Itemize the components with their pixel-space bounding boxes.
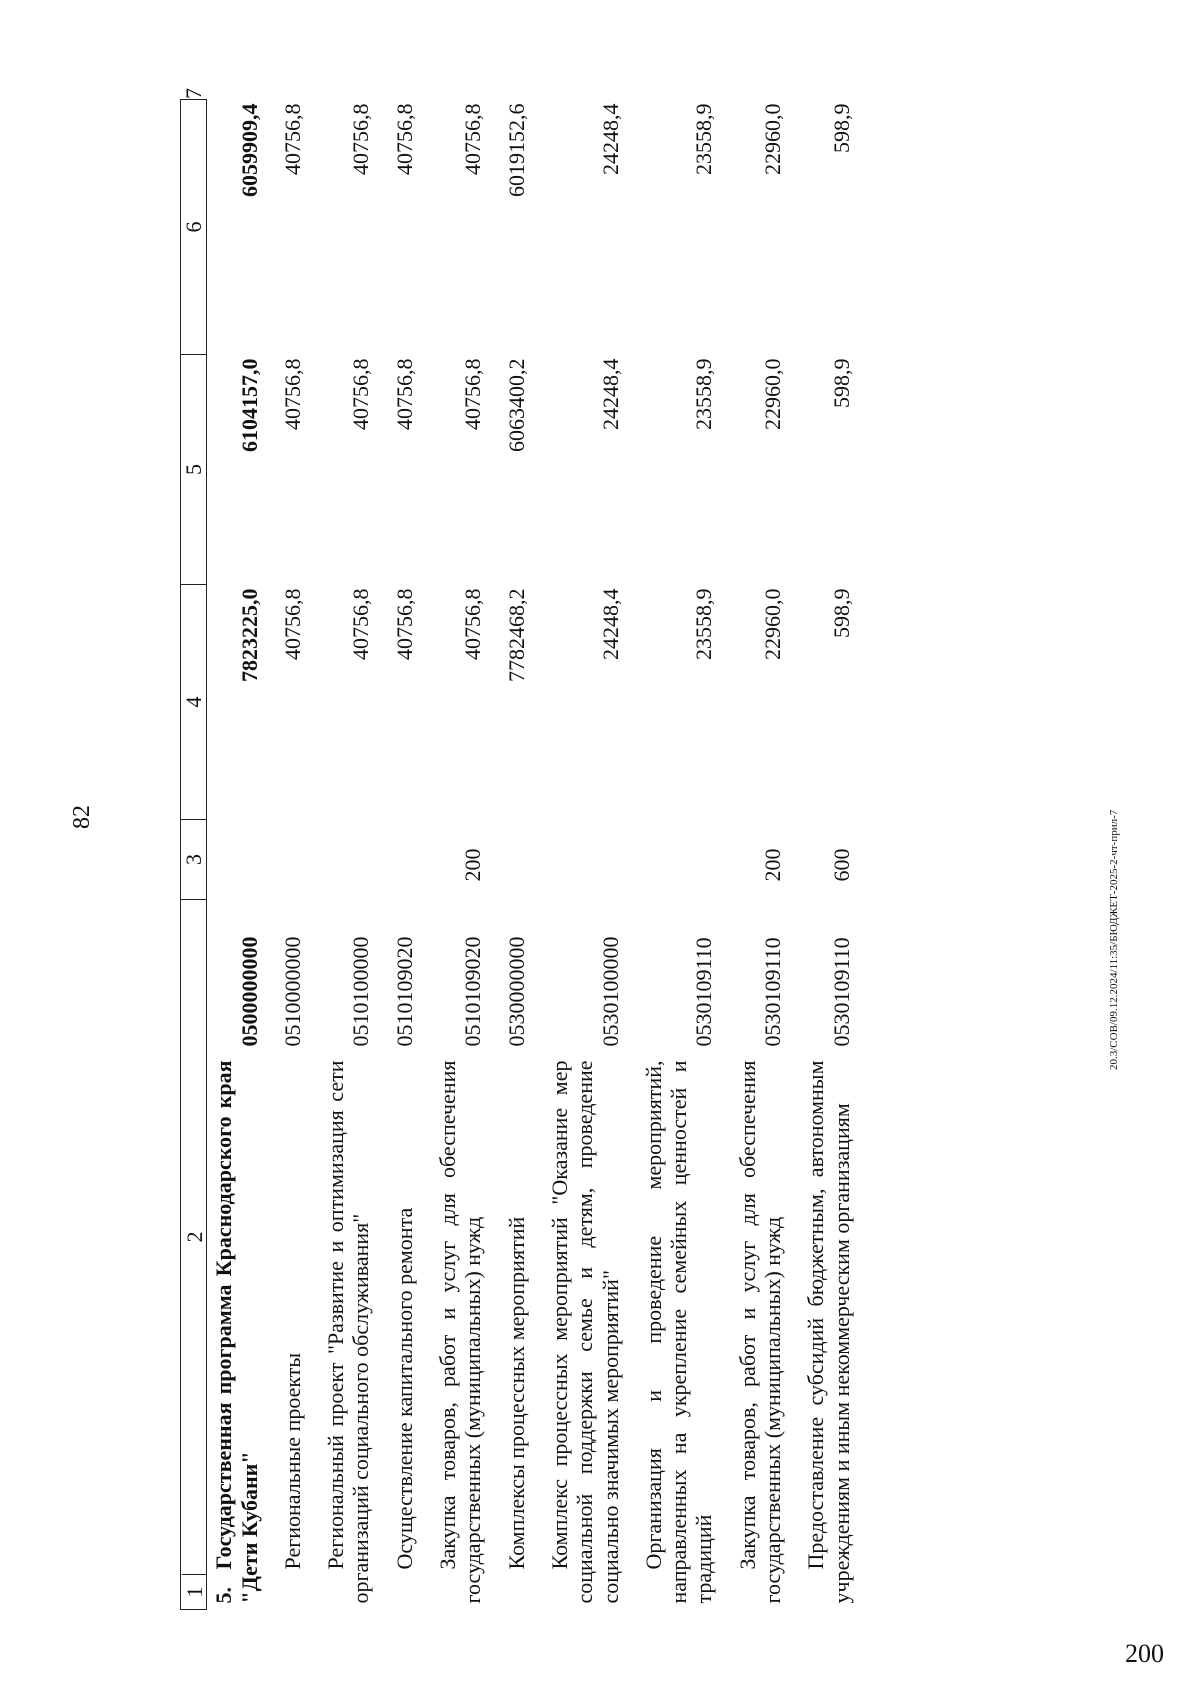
row-name-cell xyxy=(629,1055,723,1610)
row-code: 0530000000 xyxy=(503,936,529,1047)
row-code: 0510109020 xyxy=(391,936,417,1047)
table-row xyxy=(629,100,723,1610)
table-row xyxy=(380,100,423,1610)
row-value-6: 40756,8 xyxy=(460,358,486,430)
row-value-7: 24248,4 xyxy=(597,103,623,175)
row-name: Государственная программа Краснодарского края "Дети Кубани" xyxy=(211,1060,262,1604)
row-value-6: 40756,8 xyxy=(279,358,305,430)
row-type xyxy=(207,820,268,900)
row-value-6: 24248,4 xyxy=(597,358,623,430)
row-value-5: 40756,8 xyxy=(279,588,305,660)
row-value-5: 23558,9 xyxy=(691,588,717,660)
row-value-6: 40756,8 xyxy=(391,358,417,430)
row-value-7: 22960,0 xyxy=(760,103,786,175)
row-type xyxy=(311,820,380,900)
row-name: Региональные проекты xyxy=(279,1352,305,1570)
row-code: 0510000000 xyxy=(279,936,305,1047)
row-name-cell xyxy=(207,1055,268,1610)
row-value-5: 24248,4 xyxy=(597,588,623,660)
row-code: 0530100000 xyxy=(597,936,623,1047)
row-code: 0500000000 xyxy=(236,936,262,1047)
document-code: 20.3/СОВ/09.12.2024/11:35/БЮДЖЕТ-2025-2-чт-прил-7 xyxy=(1108,809,1120,1070)
row-value-7: 40756,8 xyxy=(460,103,486,175)
row-code: 0530109110 xyxy=(691,937,717,1047)
budget-table xyxy=(180,88,860,1610)
row-name: Закупка товаров, работ и услуг для обеспечения государственных (муниципальных) нужд xyxy=(734,1060,786,1604)
row-value-6: 22960,0 xyxy=(760,358,786,430)
row-name-cell xyxy=(380,1055,423,1610)
row-value-6: 6063400,2 xyxy=(503,358,529,452)
table-row xyxy=(423,100,492,1610)
header-col-5: 5 xyxy=(181,355,207,585)
row-name-cell xyxy=(535,1055,629,1610)
row-name: Региональный проект "Развитие и оптимизация сети организаций социального обслуживания" xyxy=(323,1060,374,1604)
row-value-7: 23558,9 xyxy=(691,103,717,175)
row-value-6: 6104157,0 xyxy=(236,358,262,452)
row-name-cell xyxy=(791,1055,860,1610)
row-value-7: 40756,8 xyxy=(391,103,417,175)
row-code: 0510100000 xyxy=(348,936,374,1047)
row-value-5: 598,9 xyxy=(828,588,854,638)
row-value-7: 6059909,4 xyxy=(236,103,262,197)
table-row xyxy=(311,100,380,1610)
row-type xyxy=(492,820,535,900)
row-type xyxy=(380,820,423,900)
row-code: 0530109110 xyxy=(828,937,854,1047)
row-value-6: 23558,9 xyxy=(691,358,717,430)
row-value-5: 7823225,0 xyxy=(236,588,262,682)
row-type xyxy=(268,820,311,900)
row-value-6: 598,9 xyxy=(828,358,854,408)
table-row xyxy=(723,100,792,1610)
page-number: 82 xyxy=(69,805,95,829)
rotated-table-container xyxy=(180,88,1080,1610)
row-code: 0530109110 xyxy=(760,937,786,1047)
row-value-7: 40756,8 xyxy=(279,103,305,175)
row-type xyxy=(629,820,723,900)
row-type: 600 xyxy=(828,848,854,882)
row-name-cell xyxy=(423,1055,492,1610)
sheet-number: 200 xyxy=(1125,1639,1164,1668)
row-name-cell xyxy=(723,1055,792,1610)
table-row xyxy=(791,100,860,1610)
table-row xyxy=(492,100,535,1610)
row-value-5: 40756,8 xyxy=(460,588,486,660)
row-value-6: 40756,8 xyxy=(348,358,374,430)
table-row xyxy=(207,100,268,1610)
header-col-1: 1 xyxy=(182,1574,206,1609)
row-value-7: 598,9 xyxy=(828,103,854,153)
row-name-cell xyxy=(268,1055,311,1610)
row-value-5: 7782468,2 xyxy=(503,588,529,682)
row-name: Предоставление субсидий бюджетным, автономным учреждениям и иным некоммерческим организациям xyxy=(803,1060,854,1604)
header-col-6: 6 xyxy=(181,100,207,355)
row-index: 5. xyxy=(211,1587,237,1604)
row-name: Закупка товаров, работ и услуг для обеспечения государственных (муниципальных) нужд xyxy=(435,1060,486,1604)
header-cols-1-2 xyxy=(181,900,207,1610)
row-value-5: 40756,8 xyxy=(391,588,417,660)
row-value-7: 40756,8 xyxy=(348,103,374,175)
row-value-5: 22960,0 xyxy=(760,588,786,660)
row-name-cell xyxy=(492,1055,535,1610)
row-value-5: 40756,8 xyxy=(348,588,374,660)
row-name: Организация и проведение мероприятий, направленных на укрепление семейных ценностей и традиций xyxy=(640,1060,717,1604)
row-name-cell xyxy=(311,1055,380,1610)
table-row xyxy=(535,100,629,1610)
row-code: 0510109020 xyxy=(460,936,486,1047)
row-name: Комплекс процессных мероприятий "Оказание мер социальной поддержки семье и детям, проведение социально значимых мероприятий" xyxy=(546,1060,623,1604)
header-col-4: 4 xyxy=(181,585,207,820)
row-type: 200 xyxy=(460,848,486,882)
row-name: Комплексы процессных мероприятий xyxy=(503,1216,529,1570)
table-row xyxy=(268,100,311,1610)
row-type xyxy=(535,820,629,900)
row-value-7: 6019152,6 xyxy=(503,103,529,197)
header-col-2: 2 xyxy=(182,1231,208,1243)
row-type: 200 xyxy=(760,848,786,882)
header-row: 1 2 3 4 5 6 7 xyxy=(181,100,207,1610)
header-col-3: 3 xyxy=(181,820,207,900)
row-name: Осуществление капитального ремонта xyxy=(391,1207,417,1570)
